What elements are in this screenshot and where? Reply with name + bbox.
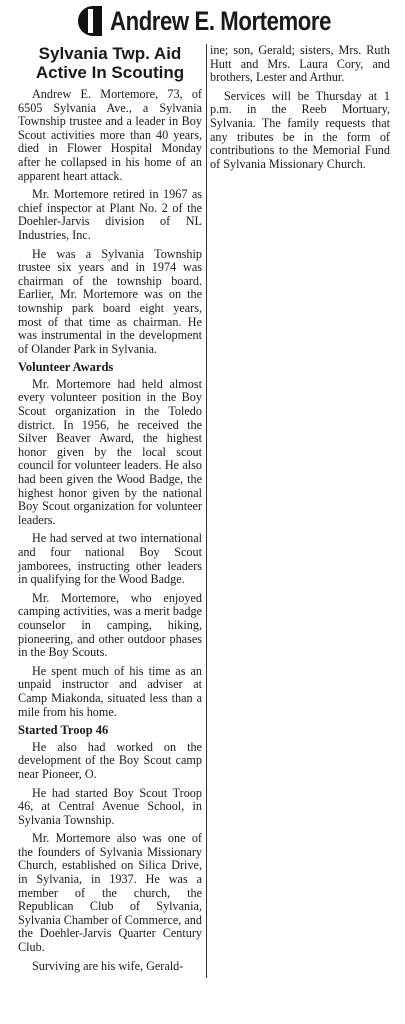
article-subhead [18, 44, 202, 82]
column-marker-icon [78, 6, 102, 36]
paragraph: Mr. Mortemore retired in 1967 as chief inspector at Plant No. 2 of the Doehler-Jarvis division of NL Industries, Inc. [18, 187, 202, 242]
paragraph: He had started Boy Scout Troop 46, at Central Avenue School, in Sylvania Township. [18, 785, 202, 827]
paragraph: Mr. Mortemore, who enjoyed camping activities, was a merit badge counselor in camping, hiking, pioneering, and other outdoor phases in the Boy Scouts. [18, 590, 202, 660]
subhead-line-2: Active In Scouting [35, 63, 185, 82]
section-heading: Volunteer Awards [18, 360, 114, 375]
paragraph: Services will be Thursday at 1 p.m. in the Reeb Mortuary, Sylvania. The family requests that any tributes be in the form of contributions to the Memorial Fund of Sylvania Missionary Church. [210, 88, 390, 171]
paragraph: He had served at two international and four national Boy Scout jamborees, instructing other leaders in qualifying for the Wood Badge. [18, 531, 202, 587]
headline-name: Andrew E. Mortemore [110, 5, 332, 36]
paragraph: ine; son, Gerald; sisters, Mrs. Ruth Hutt and Mrs. Laura Cory, and brothers, Lester and Arthur. [210, 43, 390, 85]
paragraph: Surviving are his wife, Gerald- [32, 958, 184, 973]
article-column-right [210, 44, 390, 176]
subhead-line-1: Sylvania Twp. Aid [38, 44, 182, 63]
obituary-headline [78, 4, 398, 38]
paragraph: Mr. Mortemore had held almost every volunteer position in the Boy Scout organization in the Toledo district. In 1956, he received the Silver Beaver Award, the highest honor given by the local scout council for volunteer leaders. He also had been given the Wood Badge, the highest honor given by the national Boy Scout organization for volunteer leaders. [18, 376, 202, 527]
paragraph: He spent much of his time as an unpaid instructor and adviser at Camp Miakonda, situated less than a mile from his home. [18, 663, 202, 719]
paragraph: He also had worked on the development of the Boy Scout camp near Pioneer, O. [18, 739, 202, 781]
section-heading: Started Troop 46 [18, 723, 109, 738]
paragraph: He was a Sylvania Township trustee six years and in 1974 was chairman of the township board. Earlier, Mr. Mortemore was on the township park board eight years, most of that time as chairman. He was instrumental in the development of Olander Park in Sylvania. [18, 246, 202, 356]
paragraph: Andrew E. Mortemore, 73, of 6505 Sylvania Ave., a Sylvania Township trustee and a leader in Boy Scout activities more than 40 years, died in Flower Hospital Monday after he collapsed in his home of an apparent heart attack. [18, 87, 202, 183]
paragraph: Mr. Mortemore also was one of the founders of Sylvania Missionary Church, established on Silica Drive, in Sylvania, in 1937. He was a member of the church, the Republican Club of Sylvania, Sylvania Chamber of Commerce, and the Doehler-Jarvis Quarter Century Club. [18, 831, 202, 955]
article-column-left [18, 44, 207, 978]
